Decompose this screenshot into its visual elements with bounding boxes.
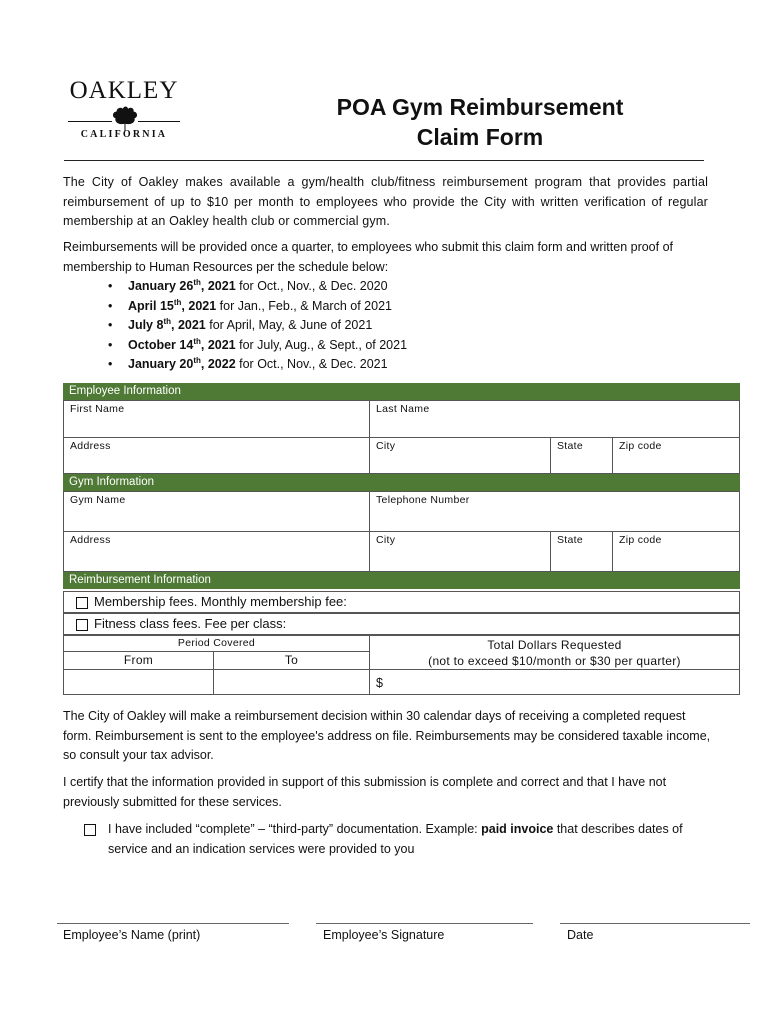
date-line[interactable] — [560, 923, 750, 924]
gym-info-header: Gym Information — [63, 474, 740, 491]
schedule-item: • October 14th, 2021 for July, Aug., & Sept., of 2021 — [128, 336, 407, 356]
logo-place: CALIFORNIA — [80, 129, 168, 140]
last-name-field[interactable] — [369, 400, 740, 438]
title-line-2: Claim Form — [416, 124, 544, 150]
gym-name-field[interactable] — [63, 491, 370, 532]
schedule-item: • January 20th, 2022 for Oct., Nov., & Dec. 2021 — [128, 355, 407, 375]
logo-rule-left — [68, 121, 112, 122]
paid-invoice-text: paid invoice — [481, 822, 554, 836]
telephone-label: Telephone Number — [376, 494, 470, 506]
fitness-class-fees-label: Fitness class fees. Fee per class: — [94, 616, 287, 631]
intro-paragraph-1: The City of Oakley makes available a gym/health club/fitness reimbursement program that provides partial reimbursement of up to $10 per month to employees who provide the City with written verification of regular membership at an Oakley health club or commercial gym. — [63, 175, 708, 228]
schedule-list — [128, 277, 407, 375]
fitness-class-fees-option[interactable] — [63, 613, 740, 635]
certify-paragraph: I certify that the information provided in support of this submission is complete and correct and that I have not previously submitted for these services. — [63, 775, 667, 809]
state-label: State — [557, 440, 584, 452]
logo-rule-right — [138, 121, 180, 122]
schedule-item: • July 8th, 2021 for April, May, & June of 2021 — [128, 316, 407, 336]
employee-zip-field[interactable] — [612, 437, 740, 474]
zip-label: Zip code — [619, 534, 662, 546]
date-label: Date — [567, 928, 594, 942]
period-from-field[interactable] — [63, 669, 214, 695]
intro-paragraph-2: Reimbursements will be provided once a quarter, to employees who submit this claim form and written proof of membership to Human Resources per the schedule below: — [63, 240, 674, 274]
employee-name-label: Employee’s Name (print) — [63, 928, 201, 942]
signature-line[interactable] — [316, 923, 533, 924]
from-header: From — [63, 651, 214, 670]
gym-zip-field[interactable] — [612, 531, 740, 572]
city-label: City — [376, 440, 396, 452]
total-dollars-note: (not to exceed $10/month or $30 per quarter) — [428, 654, 681, 668]
reimbursement-info-header: Reimbursement Information — [63, 572, 740, 589]
gym-name-label: Gym Name — [70, 494, 126, 506]
last-name-label: Last Name — [376, 403, 430, 415]
title-rule — [64, 160, 704, 161]
total-dollars-header — [369, 635, 740, 670]
total-dollars-field[interactable] — [369, 669, 740, 695]
logo-name: OAKLEY — [69, 77, 179, 104]
period-to-field[interactable] — [213, 669, 370, 695]
address-label: Address — [70, 534, 111, 546]
documentation-confirmation[interactable] — [108, 820, 708, 859]
checkbox[interactable] — [84, 824, 96, 836]
schedule-item: • January 26th, 2021 for Oct., Nov., & Dec. 2020 — [128, 277, 407, 297]
telephone-field[interactable] — [369, 491, 740, 532]
employee-city-field[interactable] — [369, 437, 551, 474]
state-label: State — [557, 534, 584, 546]
page-title — [290, 92, 670, 152]
employee-address-field[interactable] — [63, 437, 370, 474]
checkbox[interactable] — [76, 619, 88, 631]
employee-info-header: Employee Information — [63, 383, 740, 400]
schedule-item: • April 15th, 2021 for Jan., Feb., & March of 2021 — [128, 297, 407, 317]
checkbox[interactable] — [76, 597, 88, 609]
membership-fees-option[interactable] — [63, 591, 740, 613]
gym-address-field[interactable] — [63, 531, 370, 572]
address-label: Address — [70, 440, 111, 452]
dollar-sign: $ — [376, 676, 384, 690]
zip-label: Zip code — [619, 440, 662, 452]
membership-fees-label: Membership fees. Monthly membership fee: — [94, 594, 347, 609]
employee-state-field[interactable] — [550, 437, 613, 474]
gym-state-field[interactable] — [550, 531, 613, 572]
oakley-logo — [66, 78, 182, 144]
first-name-label: First Name — [70, 403, 125, 415]
city-label: City — [376, 534, 396, 546]
gym-city-field[interactable] — [369, 531, 551, 572]
decision-paragraph: The City of Oakley will make a reimbursement decision within 30 calendar days of receiving a completed request form. Reimbursement is sent to the employee's address on file. Reimbursements may be considered taxable income, so consult your tax advisor. — [63, 709, 711, 762]
employee-signature-label: Employee’s Signature — [323, 928, 445, 942]
title-line-1: POA Gym Reimbursement — [336, 94, 624, 120]
to-header: To — [213, 651, 370, 670]
first-name-field[interactable] — [63, 400, 370, 438]
documentation-text-end: that describes dates of service and an indication services were provided to you — [108, 822, 683, 856]
total-dollars-label: Total Dollars Requested — [487, 638, 622, 652]
name-signature-line[interactable] — [57, 923, 289, 924]
documentation-text: I have included “complete” – “third-party” documentation. Example: — [108, 822, 482, 836]
period-covered-header: Period Covered — [63, 635, 370, 652]
